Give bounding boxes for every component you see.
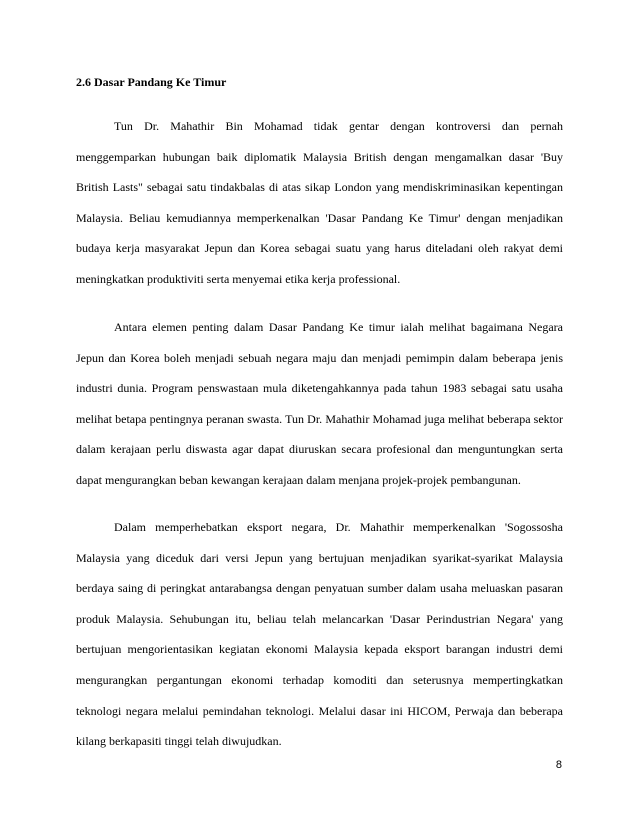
paragraph-2: Antara elemen penting dalam Dasar Pandang Ke timur ialah melihat bagaimana Negara Jepun dan Korea boleh menjadi sebuah negara maju dan menjadi pemimpin dalam beberapa jenis industri dunia. Program penswastaan mula diketengahkannya pada tahun 1983 sebagai satu usaha melihat betapa pentingnya peranan swasta. Tun Dr. Mahathir Mohamad juga melihat beberapa sektor dalam kerajaan perlu diswasta agar dapat diuruskan secara profesional dan menguntungkan serta dapat mengurangkan beban kewangan kerajaan dalam menjana projek-projek pembangunan. bbox=[76, 320, 563, 487]
paragraph-1: Tun Dr. Mahathir Bin Mohamad tidak gentar dengan kontroversi dan pernah menggemparkan hubungan baik diplomatik Malaysia British dengan mengamalkan dasar 'Buy British Lasts" sebagai satu tindakbalas di atas sikap London yang mendiskriminasikan kepentingan Malaysia. Beliau kemudiannya memperkenalkan 'Dasar Pandang Ke Timur' dengan menjadikan budaya kerja masyarakat Jepun dan Korea sebagai suatu yang harus diteladani oleh rakyat demi meningkatkan produktiviti serta menyemai etika kerja professional. bbox=[76, 119, 563, 286]
paragraph-3: Dalam memperhebatkan eksport negara, Dr. Mahathir memperkenalkan 'Sogossosha Malaysia yang diceduk dari versi Jepun yang bertujuan menjadikan syarikat-syarikat Malaysia berdaya saing di peringkat antarabangsa dengan penyatuan sumber dalam usaha meluaskan pasaran produk Malaysia. Sehubungan itu, beliau telah melancarkan 'Dasar Perindustrian Negara' yang bertujuan mengorientasikan kegiatan ekonomi Malaysia kepada eksport barangan industri demi mengurangkan pergantungan ekonomi terhadap komoditi dan seterusnya mempertingkatkan teknologi negara melalui pemindahan teknologi. Melalui dasar ini HICOM, Perwaja dan beberapa kilang berkapasiti tinggi telah diwujudkan. bbox=[76, 520, 563, 749]
page-number: 8 bbox=[555, 759, 562, 771]
section-heading: 2.6 Dasar Pandang Ke Timur bbox=[76, 75, 227, 89]
